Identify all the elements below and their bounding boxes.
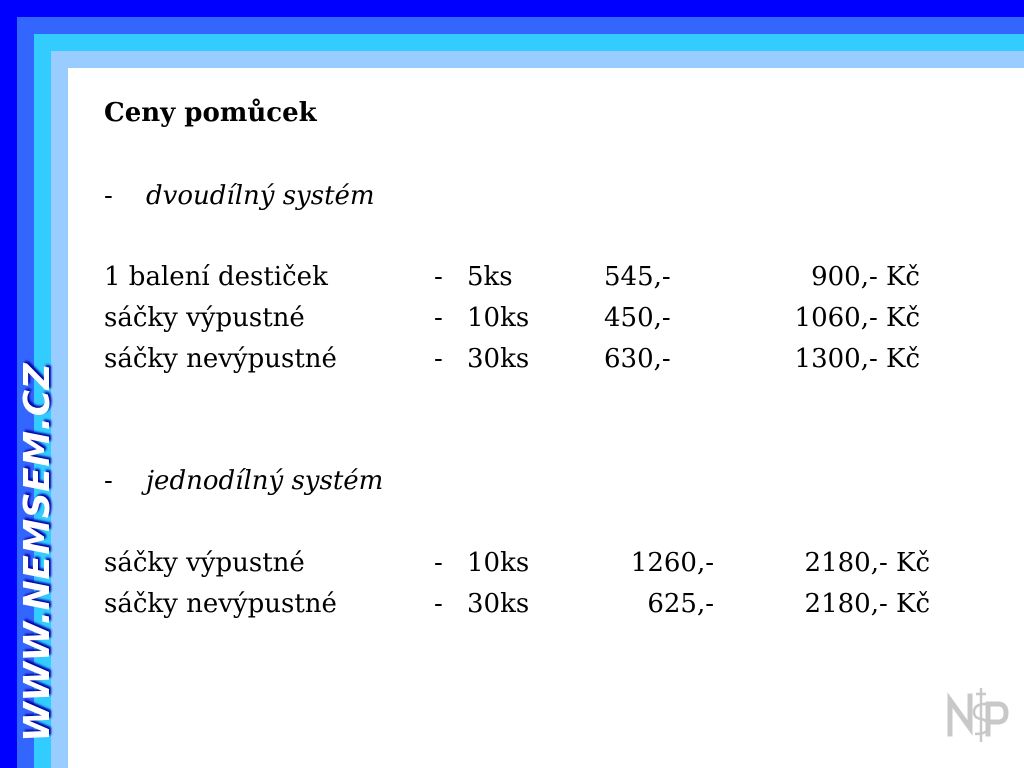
item-quantity: 5ks (467, 262, 513, 292)
section-dash: - (104, 181, 113, 211)
side-watermark-text: WWW.NEMSEM.CZ (17, 362, 58, 742)
price-value: 450,- (604, 303, 671, 333)
price-value: 545,- (604, 262, 671, 292)
slide-content-area (68, 68, 1024, 768)
price-value: 1260,- (630, 548, 714, 578)
slide-title: Ceny pomůcek (104, 98, 317, 128)
price-value: 630,- (604, 344, 671, 374)
price-total: 2180,- Kč (804, 589, 930, 619)
price-total: 900,- Kč (811, 262, 920, 292)
item-name: sáčky výpustné (104, 548, 305, 578)
item-quantity: 10ks (467, 303, 530, 333)
item-quantity: 10ks (467, 548, 530, 578)
row-dash: - (434, 344, 443, 374)
price-total: 2180,- Kč (804, 548, 930, 578)
section-name: dvoudílný systém (146, 181, 375, 211)
item-name: sáčky nevýpustné (104, 589, 337, 619)
section-name: jednodílný systém (146, 466, 384, 496)
item-name: sáčky nevýpustné (104, 344, 337, 374)
price-total: 1300,- Kč (794, 344, 920, 374)
item-quantity: 30ks (467, 589, 530, 619)
price-total: 1060,- Kč (794, 303, 920, 333)
row-dash: - (434, 262, 443, 292)
row-dash: - (434, 589, 443, 619)
section-dash: - (104, 466, 113, 496)
row-dash: - (434, 303, 443, 333)
section-heading-one-piece (104, 466, 383, 496)
item-quantity: 30ks (467, 344, 530, 374)
price-value: 625,- (647, 589, 714, 619)
item-name: 1 balení destiček (104, 262, 328, 292)
item-name: sáčky výpustné (104, 303, 305, 333)
row-dash: - (434, 548, 443, 578)
nsp-logo-icon (944, 682, 1010, 746)
section-heading-two-piece (104, 181, 375, 211)
